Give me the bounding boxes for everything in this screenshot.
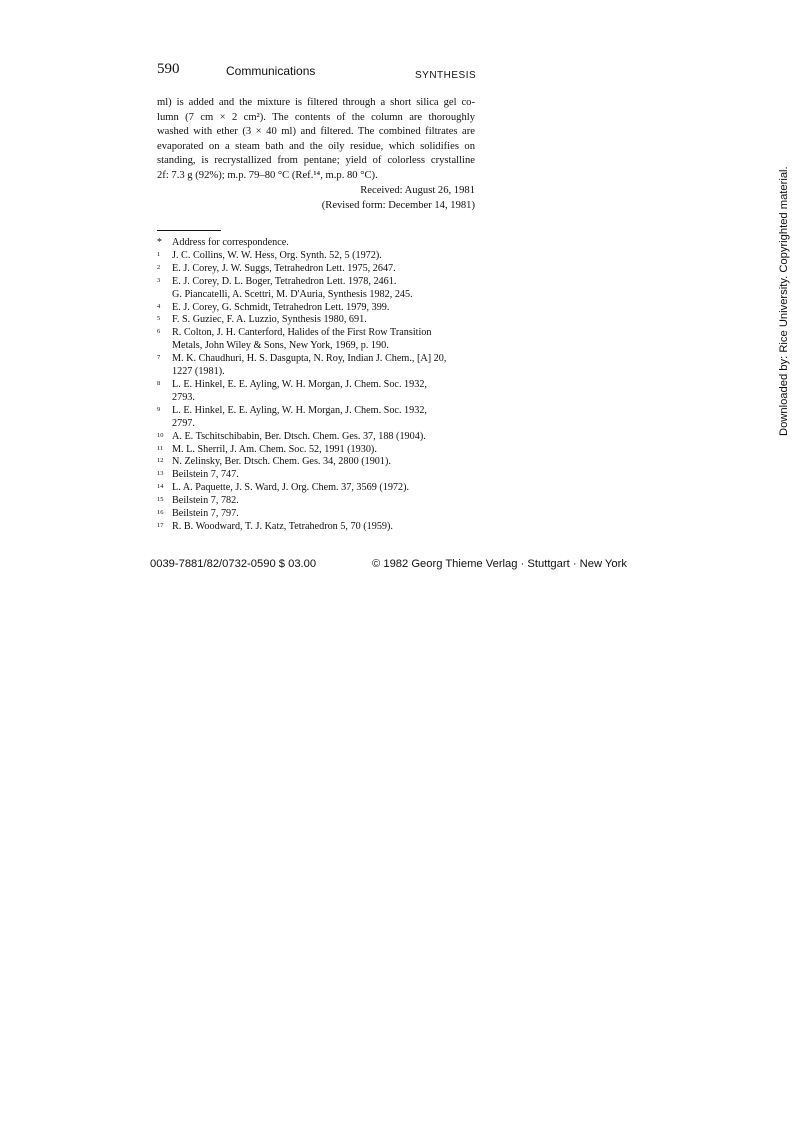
copyright-line: © 1982 Georg Thieme Verlag · Stuttgart · New York	[372, 558, 627, 570]
reference-item	[157, 276, 487, 302]
reference-number: 1	[157, 250, 161, 258]
reference-text: E. J. Corey, G. Schmidt, Tetrahedron Lett. 1979, 399.	[172, 301, 390, 313]
reference-text: G. Piancatelli, A. Scettri, M. D'Auria, Synthesis 1982, 245.	[172, 288, 413, 300]
reference-number: 17	[157, 521, 164, 529]
reference-text: 2793.	[172, 391, 195, 403]
reference-number: 8	[157, 379, 161, 387]
reference-text: J. C. Collins, W. W. Hess, Org. Synth. 52, 5 (1972).	[172, 249, 382, 261]
reference-item	[157, 495, 487, 508]
reference-text: R. Colton, J. H. Canterford, Halides of the First Row Transition	[172, 327, 432, 339]
reference-number: 12	[157, 457, 164, 465]
body-line: lumn (7 cm × 2 cm²). The contents of the column are thoroughly	[157, 111, 475, 123]
body-line: 2f: 7.3 g (92%); m.p. 79–80 °C (Ref.¹⁴, m.p. 80 °C).	[157, 169, 378, 181]
reference-item	[157, 353, 487, 379]
download-watermark: Downloaded by: Rice University. Copyrighted material.	[778, 166, 790, 436]
reference-item	[157, 456, 487, 469]
reference-text: F. S. Guziec, F. A. Luzzio, Synthesis 1980, 691.	[172, 314, 367, 326]
reference-text: L. E. Hinkel, E. E. Ayling, W. H. Morgan, J. Chem. Soc. 1932,	[172, 404, 427, 416]
reference-text: Beilstein 7, 797.	[172, 508, 239, 520]
reference-text: 1227 (1981).	[172, 366, 225, 378]
footnote-divider	[157, 230, 221, 231]
reference-item	[157, 263, 487, 276]
reference-item	[157, 237, 487, 250]
reference-number: 5	[157, 315, 161, 323]
reference-number: 4	[157, 302, 161, 310]
journal-name: SYNTHESIS	[415, 70, 477, 81]
reference-item	[157, 482, 487, 495]
reference-number: 11	[157, 444, 164, 452]
body-line: standing, is recrystallized from pentane; yield of colorless crystalline	[157, 155, 475, 167]
reference-number: 14	[157, 483, 164, 491]
received-dates	[322, 184, 475, 213]
reference-item	[157, 314, 487, 327]
reference-number: 10	[157, 431, 164, 439]
reference-item	[157, 302, 487, 315]
reference-text: N. Zelinsky, Ber. Dtsch. Chem. Ges. 34, 2800 (1901).	[172, 456, 391, 468]
reference-text: Metals, John Wiley & Sons, New York, 1969, p. 190.	[172, 340, 389, 352]
body-line: evaporated on a steam bath and the oily residue, which solidifies on	[157, 140, 475, 152]
reference-text: M. L. Sherril, J. Am. Chem. Soc. 52, 1991 (1930).	[172, 443, 377, 455]
reference-item	[157, 508, 487, 521]
received-date: Received: August 26, 1981	[360, 185, 475, 196]
reference-number: 15	[157, 496, 164, 504]
reference-number: 6	[157, 328, 161, 336]
page-number: 590	[157, 61, 180, 77]
reference-text: L. A. Paquette, J. S. Ward, J. Org. Chem. 37, 3569 (1972).	[172, 482, 410, 494]
reference-text: M. K. Chaudhuri, H. S. Dasgupta, N. Roy, Indian J. Chem., [A] 20,	[172, 353, 447, 365]
reference-item	[157, 431, 487, 444]
reference-number: 16	[157, 509, 164, 517]
reference-number: 9	[157, 405, 161, 413]
reference-number: 2	[157, 263, 161, 271]
reference-text: E. J. Corey, D. L. Boger, Tetrahedron Lett. 1978, 2461.	[172, 275, 397, 287]
reference-number: 3	[157, 276, 161, 284]
reference-text: R. B. Woodward, T. J. Katz, Tetrahedron 5, 70 (1959).	[172, 520, 393, 532]
body-line: washed with ether (3 × 40 ml) and filtered. The combined filtrates are	[157, 126, 475, 138]
reference-item	[157, 521, 487, 534]
reference-text: 2797.	[172, 417, 195, 429]
reference-text: Address for correspondence.	[172, 237, 289, 248]
body-line: ml) is added and the mixture is filtered through a short silica gel co-	[157, 97, 475, 108]
revised-date: (Revised form: December 14, 1981)	[321, 199, 475, 211]
reference-list	[157, 237, 487, 534]
reference-text: E. J. Corey, J. W. Suggs, Tetrahedron Lett. 1975, 2647.	[172, 262, 396, 274]
section-title: Communications	[226, 64, 316, 78]
article-code: 0039-7881/82/0732-0590 $ 03.00	[150, 558, 317, 570]
reference-number: 13	[157, 470, 164, 478]
reference-text: Beilstein 7, 782.	[172, 495, 239, 507]
reference-text: L. E. Hinkel, E. E. Ayling, W. H. Morgan, J. Chem. Soc. 1932,	[172, 378, 427, 390]
reference-number: *	[157, 237, 162, 248]
reference-text: Beilstein 7, 747.	[172, 469, 239, 481]
reference-text: A. E. Tschitschibabin, Ber. Dtsch. Chem. Ges. 37, 188 (1904).	[172, 430, 426, 442]
reference-item	[157, 250, 487, 263]
reference-item	[157, 379, 487, 405]
reference-number: 7	[157, 354, 161, 362]
reference-item	[157, 405, 487, 431]
reference-item	[157, 444, 487, 457]
body-paragraph	[157, 96, 475, 184]
reference-item	[157, 469, 487, 482]
reference-item	[157, 327, 487, 353]
